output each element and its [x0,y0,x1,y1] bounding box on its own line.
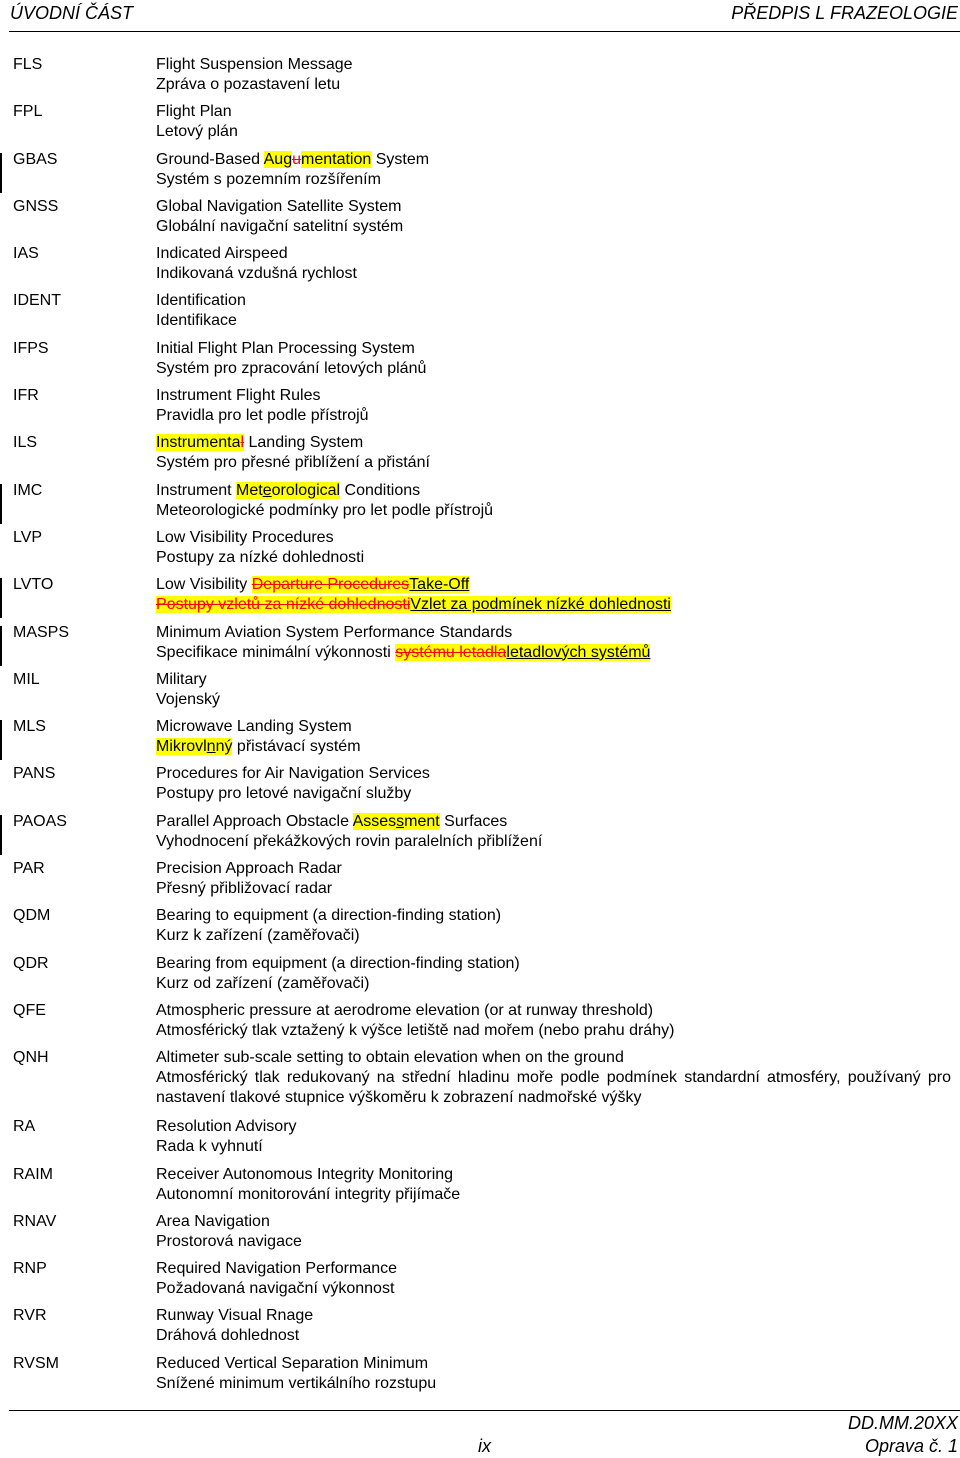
abbreviation-entry [0,54,960,101]
abbreviation: RNP [13,1260,47,1278]
highlighted-text: Met [236,481,263,499]
english-term [156,812,951,832]
abbreviation-entry [0,574,960,621]
definition [156,339,951,379]
czech-term: Prostorová navigace [156,1232,302,1250]
abbreviation-entry [0,1164,960,1211]
definition [156,670,951,710]
definition [156,197,951,237]
english-term: Atmospheric pressure at aerodrome elevation (or at runway threshold) [156,1001,654,1019]
czech-term: Vojenský [156,690,221,708]
highlighted-text: ný [215,738,233,756]
text-segment: Parallel Approach Obstacle [156,812,353,830]
czech-term: Rada k vyhnutí [156,1138,263,1156]
definition [156,102,951,142]
abbreviation: PANS [13,765,56,783]
abbreviation: GNSS [13,197,59,215]
definition [156,433,951,473]
deleted-text: systému letadla [395,643,507,661]
english-term: Bearing to equipment (a direction-finding station) [156,907,502,925]
english-term: Resolution Advisory [156,1118,297,1136]
abbreviation-entry [0,1353,960,1400]
revision-change-bar [0,720,2,760]
abbreviation-entry [0,763,960,810]
abbreviation: QDM [13,907,51,925]
header-section-title: ÚVODNÍ ČÁST [10,3,134,23]
abbreviation: FLS [13,56,43,73]
deleted-text: Postupy vzletů za nízké dohlednosti [156,596,411,614]
czech-term: Indikovaná vzdušná rychlost [156,265,357,283]
abbreviation: PAR [13,860,45,878]
definition [156,764,951,804]
english-term [156,150,951,170]
english-term: Identification [156,292,246,310]
abbreviation-entry [0,811,960,858]
abbreviation: IFPS [13,339,49,357]
highlighted-text: mentation [301,150,372,168]
abbreviation: PAOAS [13,812,67,830]
abbreviation-entry [0,1305,960,1352]
czech-term: Dráhová dohlednost [156,1327,300,1345]
czech-term [156,595,951,615]
czech-term: Vyhodnocení překážkových rovin paralelních přiblížení [156,832,543,850]
abbreviation: RVR [13,1307,47,1325]
definition [156,954,951,994]
definition [156,906,951,946]
czech-term: Atmosférický tlak vztažený k výšce letiště nad mořem (nebo prahu dráhy) [156,1021,675,1039]
abbreviation-entry [0,385,960,432]
definition [156,1259,951,1299]
abbreviation-entry [0,480,960,527]
english-term: Altimeter sub-scale setting to obtain elevation when on the ground [156,1049,624,1067]
highlighted-text: Aug [263,150,293,168]
abbreviation-list [0,54,960,1400]
czech-term [156,643,951,663]
english-term: Initial Flight Plan Processing System [156,339,415,357]
czech-term: Systém s pozemním rozšířením [156,170,381,188]
header-rule [9,31,960,32]
abbreviation: MASPS [13,623,70,641]
inserted-text: letadlových systémů [506,643,651,661]
english-term: Runway Visual Rnage [156,1307,314,1325]
text-segment: Landing System [244,434,364,452]
definition [156,1117,951,1157]
czech-term: Atmosférický tlak redukovaný na střední hladinu moře podle podmínek standardní atmosféry, používaný pro nastavení tlakové stupnice výškoměru k zobrazení nadmořské výšky [156,1069,951,1107]
czech-term: Postupy pro letové navigační služby [156,785,412,803]
definition [156,244,951,284]
text-segment: System [371,150,430,168]
czech-term: Přesný přibližovací radar [156,880,333,898]
english-term: Low Visibility Procedures [156,528,334,546]
page-header [0,0,960,32]
definition [156,291,951,331]
definition [156,528,951,568]
english-term [156,575,951,595]
abbreviation: FPL [13,103,43,121]
abbreviation: IFR [13,387,39,405]
czech-term: Autonomní monitorování integrity přijímače [156,1185,461,1203]
abbreviation-entry [0,1211,960,1258]
revision-change-bar [0,815,2,855]
revision-change-bar [0,578,2,618]
abbreviation-entry [0,432,960,479]
english-term: Procedures for Air Navigation Services [156,765,430,783]
czech-term: Letový plán [156,123,238,141]
inserted-text: Vzlet za podmínek nízké dohlednosti [410,596,671,614]
abbreviation: MLS [13,718,46,736]
highlighted-text: Asses [352,812,397,830]
abbreviation: ILS [13,434,38,452]
abbreviation: QDR [13,954,49,972]
deleted-text: Departure Procedures [251,576,410,594]
text-segment: Conditions [340,481,421,499]
definition [156,1212,951,1252]
english-term: Reduced Vertical Separation Minimum [156,1354,429,1372]
english-term: Receiver Autonomous Integrity Monitoring [156,1165,454,1183]
abbreviation: RAIM [13,1165,53,1183]
definition [156,481,951,521]
text-segment: přistávací systém [232,738,361,756]
abbreviation-entry [0,858,960,905]
english-term: Global Navigation Satellite System [156,197,402,215]
czech-term: Globální navigační satelitní systém [156,217,404,235]
definition [156,1165,951,1205]
english-term: Flight Suspension Message [156,56,353,73]
text-segment: Ground-Based [156,150,264,168]
abbreviation: RVSM [13,1354,59,1372]
definition [156,575,951,615]
inserted-text: e [262,481,272,499]
abbreviation: GBAS [13,150,58,168]
czech-term [156,737,951,757]
abbreviation-entry [0,1000,960,1047]
abbreviation-entry [0,905,960,952]
definition [156,812,951,852]
definition [156,1306,951,1346]
abbreviation-entry [0,953,960,1000]
definition [156,1354,951,1394]
abbreviation-entry [0,1047,960,1116]
inserted-text: s [396,812,405,830]
abbreviation-entry [0,527,960,574]
highlighted-text: Instrumenta [156,434,241,452]
footer-rule [9,1410,960,1411]
czech-term: Kurz k zařízení (zaměřovači) [156,927,360,945]
english-term: Minimum Aviation System Performance Standards [156,623,513,641]
definition [156,1001,951,1041]
page-number: ix [478,1436,491,1456]
highlighted-text: orological [271,481,341,499]
abbreviation: LVP [13,528,43,546]
definition [156,717,951,757]
definition [156,623,951,663]
english-term: Microwave Landing System [156,718,352,736]
czech-term: Meteorologické podmínky pro let podle přístrojů [156,501,494,519]
english-term: Bearing from equipment (a direction-finding station) [156,954,520,972]
abbreviation: RA [13,1118,36,1136]
english-term: Precision Approach Radar [156,860,342,878]
abbreviation-entry [0,243,960,290]
abbreviation-entry [0,1116,960,1163]
revision-change-bar [0,153,2,193]
abbreviation-entry [0,1258,960,1305]
czech-term: Snížené minimum vertikálního rozstupu [156,1374,437,1392]
text-segment: Instrument [156,481,237,499]
amendment-label: Oprava č. 1 [864,1436,958,1456]
czech-term: Zpráva o pozastavení letu [156,76,341,93]
text-segment: Surfaces [439,812,508,830]
definition [156,1048,951,1108]
header-document-title: PŘEDPIS L FRAZEOLOGIE [731,3,958,23]
czech-term: Požadovaná navigační výkonnost [156,1280,395,1298]
czech-term: Identifikace [156,312,237,330]
abbreviation: IDENT [13,292,61,310]
czech-term: Systém pro zpracování letových plánů [156,359,427,377]
english-term [156,433,951,453]
inserted-text: Take-Off [409,576,470,594]
english-term: Indicated Airspeed [156,245,288,263]
revision-change-bar [0,484,2,524]
abbreviation: QNH [13,1049,49,1067]
abbreviation: RNAV [13,1212,57,1230]
text-segment: Low Visibility [156,576,252,594]
inserted-text: n [206,738,216,756]
text-segment: Specifikace minimální výkonnosti [156,643,396,661]
english-term: Instrument Flight Rules [156,387,321,405]
abbreviation-entry [0,338,960,385]
english-term: Area Navigation [156,1212,270,1230]
abbreviation-entry [0,196,960,243]
abbreviation-entry [0,622,960,669]
abbreviation-entry [0,716,960,763]
abbreviation-entry [0,149,960,196]
abbreviation-entry [0,669,960,716]
revision-change-bar [0,626,2,666]
definition [156,386,951,426]
definition [156,150,951,190]
definition [156,859,951,899]
abbreviation: IMC [13,481,43,499]
czech-term: Kurz od zařízení (zaměřovači) [156,974,370,992]
english-term: Military [156,670,207,688]
abbreviation: LVTO [13,576,54,594]
czech-term: Postupy za nízké dohlednosti [156,548,365,566]
english-term [156,481,951,501]
abbreviation-entry [0,101,960,148]
abbreviation: QFE [13,1001,46,1019]
abbreviation-entry [0,290,960,337]
highlighted-text: Mikrovl [156,738,207,756]
footer-date: DD.MM.20XX [847,1413,958,1433]
czech-term: Pravidla pro let podle přístrojů [156,407,369,425]
deleted-text: l [240,434,245,452]
definition [156,55,951,95]
english-term: Required Navigation Performance [156,1260,398,1278]
abbreviation: IAS [13,245,39,263]
deleted-text: u [292,150,301,168]
czech-term: Systém pro přesné přiblížení a přistání [156,454,430,472]
abbreviation: MIL [13,670,40,688]
highlighted-text: ment [404,812,440,830]
english-term: Flight Plan [156,103,232,121]
